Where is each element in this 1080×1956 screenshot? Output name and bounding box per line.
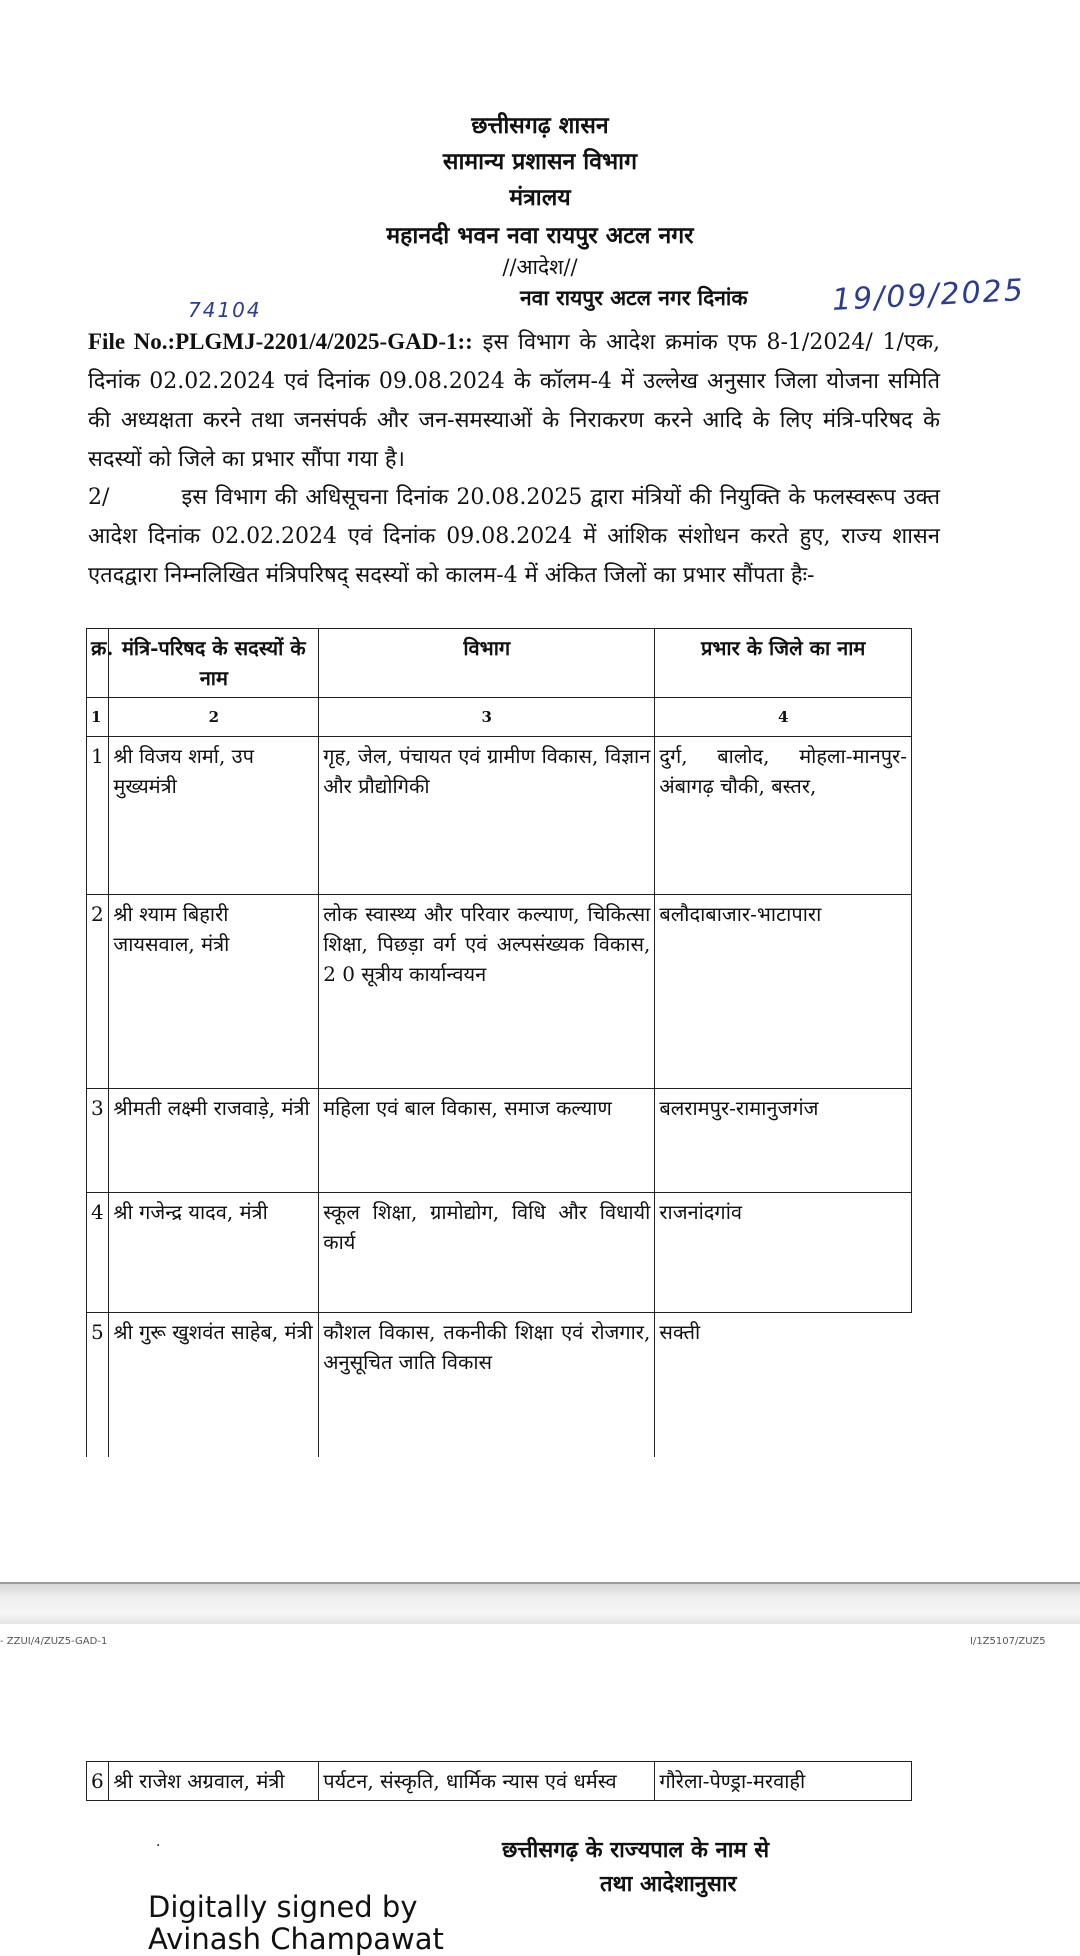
col-number: 4 bbox=[655, 698, 912, 737]
header-district: प्रभार के जिले का नाम bbox=[655, 629, 912, 698]
header-address: महानदी भवन नवा रायपुर अटल नगर bbox=[386, 222, 694, 249]
cell-serial: 6 bbox=[87, 1762, 109, 1801]
paragraph-2-text: इस विभाग की अधिसूचना दिनांक 20.08.2025 द्वारा मंत्रियों की नियुक्ति के फलस्वरूप उक्त आदेश दिनांक 02.02.2024 एवं दिनांक 09.08.2024 में आंशिक संशोधन करते हुए, राज्य शासन एतदद्वारा निम्नलिखित मंत्रिपरिषद् सदस्यों को कालम-4 में अंकित जिलों का प्रभार सौंपता हैः- bbox=[88, 485, 940, 588]
stray-mark: · bbox=[156, 1838, 161, 1854]
table-row bbox=[87, 1762, 912, 1801]
header-government: छत्तीसगढ़ शासन bbox=[471, 112, 609, 139]
table-row bbox=[87, 1089, 912, 1193]
cell-district: दुर्ग, बालोद, मोहला-मानपुर-अंबागढ़ चौकी, बस्तर, bbox=[655, 737, 912, 895]
table-row bbox=[87, 1313, 912, 1457]
cell-department: कौशल विकास, तकनीकी शिक्षा एवं रोजगार, अनुसूचित जाति विकास bbox=[319, 1313, 655, 1457]
cell-serial: 1 bbox=[87, 737, 109, 895]
header-department: विभाग bbox=[319, 629, 655, 698]
dateline: नवा रायपुर अटल नगर दिनांक bbox=[520, 285, 748, 310]
digital-signature-name: Avinash Champawat bbox=[148, 1922, 444, 1956]
digital-signature-label: Digitally signed by bbox=[148, 1890, 418, 1924]
paragraph-2 bbox=[88, 478, 940, 595]
header-secretariat: मंत्रालय bbox=[509, 184, 571, 211]
cell-name: श्रीमती लक्ष्मी राजवाडे़, मंत्री bbox=[109, 1089, 319, 1193]
cell-department: महिला एवं बाल विकास, समाज कल्याण bbox=[319, 1089, 655, 1193]
cell-department: पर्यटन, संस्कृति, धार्मिक न्यास एवं धर्मस्व bbox=[319, 1762, 655, 1801]
cell-name: श्री गजेन्द्र यादव, मंत्री bbox=[109, 1193, 319, 1313]
cropped-header-left: - ZZUI/4/ZUZ5-GAD-1 bbox=[0, 1636, 108, 1647]
signature-line-1: छत्तीसगढ़ के राज्यपाल के नाम से bbox=[502, 1837, 770, 1863]
page-separator bbox=[0, 1582, 1080, 1626]
cell-serial: 3 bbox=[87, 1089, 109, 1193]
table-header-row bbox=[87, 629, 912, 698]
paragraph-1-text: इस विभाग के आदेश क्रमांक एफ 8-1/2024/ 1/एक, दिनांक 02.02.2024 एवं दिनांक 09.08.2024 के कॉलम-4 में उल्लेख अनुसार जिला योजना समिति की अध्यक्षता करने तथा जनसंपर्क और जन-समस्याओं के निराकरण करने आदि के लिए मंत्रि-परिषद के सदस्यों को जिले का प्रभार सौंपा गया है। bbox=[88, 330, 941, 472]
cell-serial: 4 bbox=[87, 1193, 109, 1313]
cell-name: श्री श्याम बिहारी जायसवाल, मंत्री bbox=[109, 895, 319, 1089]
cropped-header-right: I/1Z5107/ZUZ5 bbox=[970, 1636, 1046, 1647]
handwritten-date: 19/09/2025 bbox=[831, 272, 1026, 319]
cell-department: लोक स्वास्थ्य और परिवार कल्याण, चिकित्सा शिक्षा, पिछड़ा वर्ग एवं अल्पसंख्यक विकास, 2 0 सूत्रीय कार्यान्वयन bbox=[319, 895, 655, 1089]
cell-name: श्री राजेश अग्रवाल, मंत्री bbox=[109, 1762, 319, 1801]
cell-district: राजनांदगांव bbox=[655, 1193, 912, 1313]
cell-serial: 5 bbox=[87, 1313, 109, 1457]
col-number: 2 bbox=[109, 698, 319, 737]
table-row bbox=[87, 1193, 912, 1313]
col-number: 3 bbox=[319, 698, 655, 737]
cell-district: सक्ती bbox=[655, 1313, 912, 1457]
cell-name: श्री गुरू खुशवंत साहेब, मंत्री bbox=[109, 1313, 319, 1457]
cell-district: बलरामपुर-रामानुजगंज bbox=[655, 1089, 912, 1193]
header-name: मंत्रि-परिषद के सदस्यों के नाम bbox=[109, 629, 319, 698]
table-row bbox=[87, 737, 912, 895]
cell-district: गौरेला-पेण्ड्रा-मरवाही bbox=[655, 1762, 912, 1801]
handwritten-number: 74104 bbox=[188, 298, 262, 322]
cell-district: बलौदाबाजार-भाटापारा bbox=[655, 895, 912, 1089]
paragraph-1 bbox=[88, 322, 940, 479]
cell-department: स्कूल शिक्षा, ग्रामोद्योग, विधि और विधायी कार्य bbox=[319, 1193, 655, 1313]
column-number-row bbox=[87, 698, 912, 737]
cell-department: गृह, जेल, पंचायत एवं ग्रामीण विकास, विज्ञान और प्रौद्योगिकी bbox=[319, 737, 655, 895]
paragraph-2-number: 2/ bbox=[88, 485, 110, 510]
cell-name: श्री विजय शर्मा, उप मुख्यमंत्री bbox=[109, 737, 319, 895]
file-number: File No.:PLGMJ-2201/4/2025-GAD-1:: bbox=[88, 329, 473, 354]
ministers-table bbox=[86, 628, 912, 1457]
col-number: 1 bbox=[87, 698, 109, 737]
header-department: सामान्य प्रशासन विभाग bbox=[442, 148, 638, 175]
table-row bbox=[87, 895, 912, 1089]
signature-line-2: तथा आदेशानुसार bbox=[600, 1871, 737, 1897]
cell-serial: 2 bbox=[87, 895, 109, 1089]
header-serial: क्र. bbox=[87, 629, 109, 698]
ministers-table-continued bbox=[86, 1761, 912, 1801]
header-order-title: //आदेश// bbox=[502, 255, 578, 279]
